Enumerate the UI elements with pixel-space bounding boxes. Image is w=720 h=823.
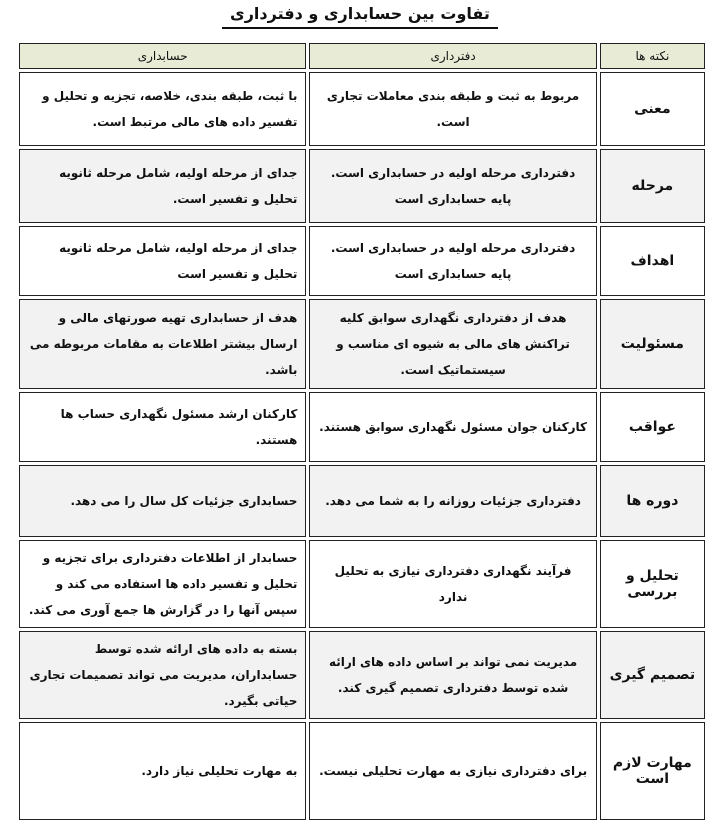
bookkeeping-cell: دفترداری جزئیات روزانه را به شما می دهد. xyxy=(309,465,596,537)
table-row xyxy=(19,72,705,146)
bookkeeping-cell: هدف از دفترداری نگهداری سوابق کلیه تراکنش های مالی به شیوه ای مناسب و سیستماتیک است. xyxy=(309,299,596,389)
table-row xyxy=(19,465,705,537)
table-row xyxy=(19,226,705,296)
bookkeeping-cell: دفترداری مرحله اولیه در حسابداری است. پایه حسابداری است xyxy=(309,149,596,223)
bookkeeping-cell: مربوط به ثبت و طبقه بندی معاملات تجاری است. xyxy=(309,72,596,146)
accounting-cell: با ثبت، طبقه بندی، خلاصه، تجزیه و تحلیل و تفسیر داده های مالی مرتبط است. xyxy=(19,72,306,146)
accounting-cell: حسابداری جزئیات کل سال را می دهد. xyxy=(19,465,306,537)
accounting-cell: جدای از مرحله اولیه، شامل مرحله ثانویه تحلیل و تفسیر است. xyxy=(19,149,306,223)
page-title: تفاوت بین حسابداری و دفترداری xyxy=(222,3,498,29)
row-topic: دوره ها xyxy=(600,465,705,537)
bookkeeping-cell: مدیریت نمی تواند بر اساس داده های ارائه شده توسط دفترداری تصمیم گیری کند. xyxy=(309,631,596,719)
row-topic: عواقب xyxy=(600,392,705,462)
accounting-cell: حسابدار از اطلاعات دفترداری برای تجزیه و تحلیل و تفسیر داده ها استفاده می کند و سپس آنها را در گزارش ها جمع آوری می کند. xyxy=(19,540,306,628)
row-topic: مسئولیت xyxy=(600,299,705,389)
table-row xyxy=(19,540,705,628)
table-row xyxy=(19,631,705,719)
row-topic: تصمیم گیری xyxy=(600,631,705,719)
title-bar xyxy=(0,0,720,32)
accounting-cell: بسته به داده های ارائه شده توسط حسابداران، مدیریت می تواند تصمیمات تجاری حیاتی بگیرد. xyxy=(19,631,306,719)
bookkeeping-cell: فرآیند نگهداری دفترداری نیازی به تحلیل ندارد xyxy=(309,540,596,628)
bookkeeping-cell: دفترداری مرحله اولیه در حسابداری است. پایه حسابداری است xyxy=(309,226,596,296)
accounting-cell: کارکنان ارشد مسئول نگهداری حساب ها هستند. xyxy=(19,392,306,462)
accounting-cell: جدای از مرحله اولیه، شامل مرحله ثانویه تحلیل و تفسیر است xyxy=(19,226,306,296)
bookkeeping-cell: برای دفترداری نیازی به مهارت تحلیلی نیست. xyxy=(309,722,596,820)
bookkeeping-cell: کارکنان جوان مسئول نگهداری سوابق هستند. xyxy=(309,392,596,462)
row-topic: مرحله xyxy=(600,149,705,223)
accounting-cell: هدف از حسابداری تهیه صورتهای مالی و ارسال بیشتر اطلاعات به مقامات مربوطه می باشد. xyxy=(19,299,306,389)
accounting-cell: به مهارت تحلیلی نیاز دارد. xyxy=(19,722,306,820)
row-topic: تحلیل و بررسی xyxy=(600,540,705,628)
table-row xyxy=(19,392,705,462)
table-row xyxy=(19,299,705,389)
row-topic: اهداف xyxy=(600,226,705,296)
table-row xyxy=(19,722,705,820)
table-row xyxy=(19,149,705,223)
header-row xyxy=(19,43,705,69)
header-bookkeeping: دفترداری xyxy=(309,43,596,69)
row-topic: مهارت لازم است xyxy=(600,722,705,820)
comparison-table xyxy=(16,40,708,823)
header-accounting: حسابداری xyxy=(19,43,306,69)
header-topic: نکته ها xyxy=(600,43,705,69)
row-topic: معنی xyxy=(600,72,705,146)
